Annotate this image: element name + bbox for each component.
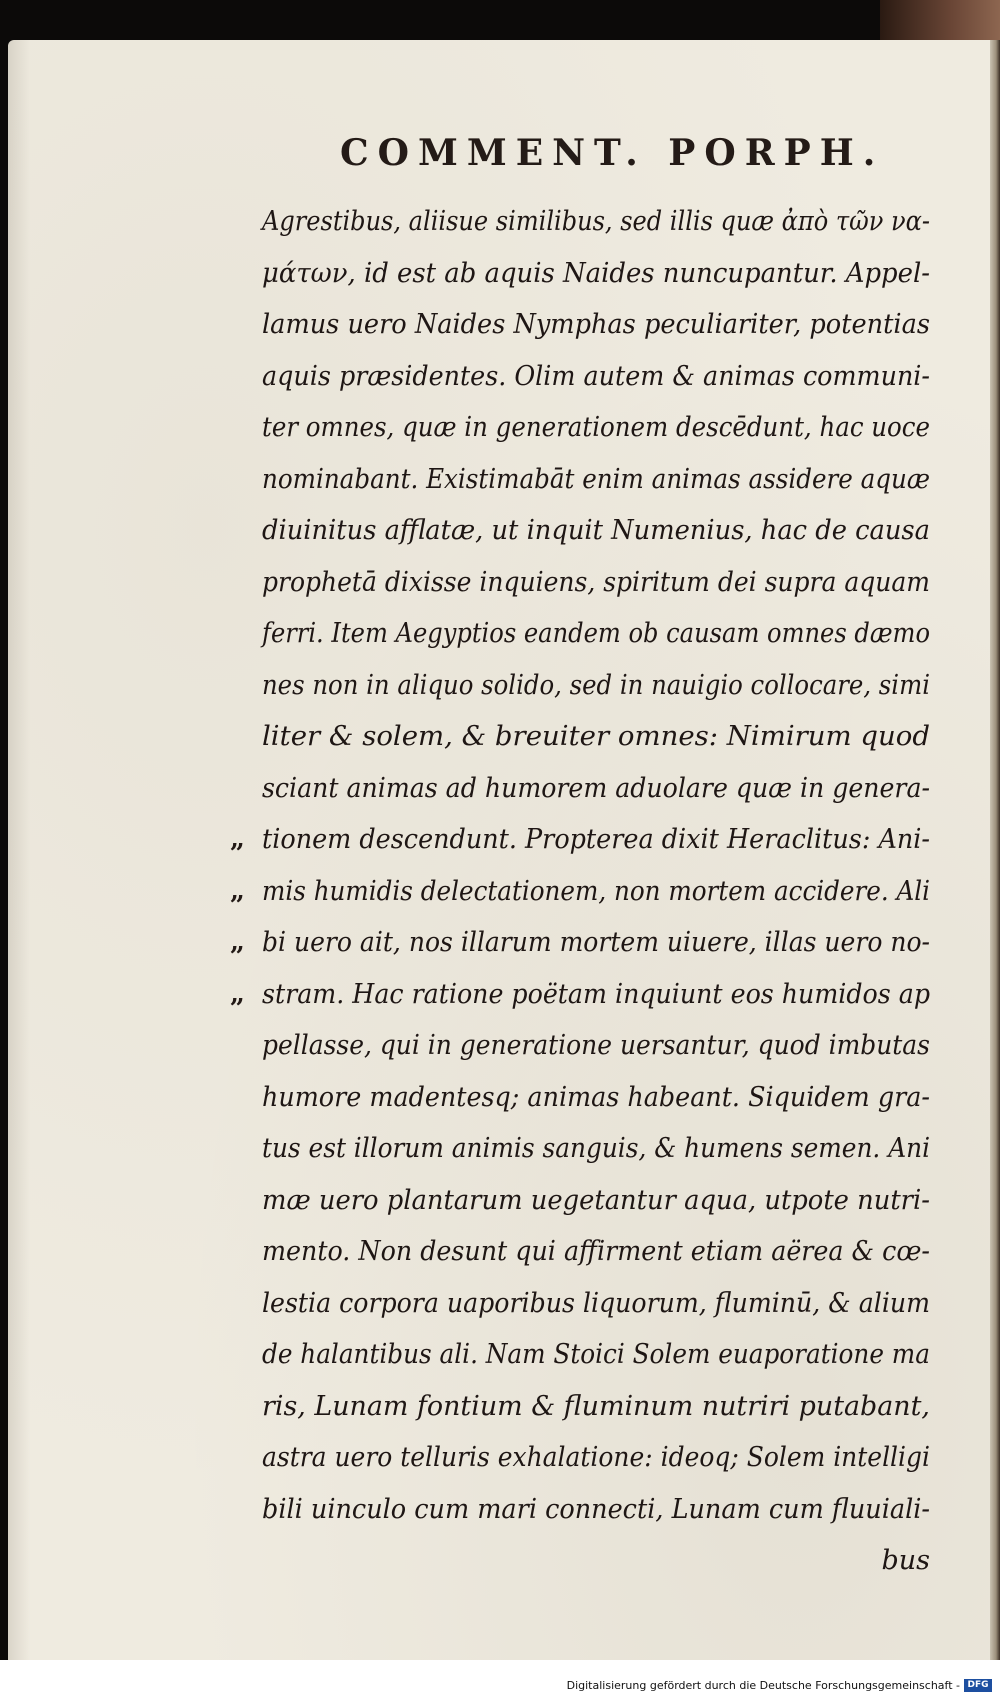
text-line [262,1226,930,1278]
line-text: aquis præsidentes. Olim autem & animas communi- [262,360,931,392]
text-line [262,1381,930,1433]
line-text: ter omnes, quæ in generationem descēdunt, hac uoce [262,412,930,443]
line-text: μάτων, id est ab aquis Naides nuncupantur. Appel- [262,257,930,289]
line-text: pellasse, qui in generatione uersantur, quod imbutas [262,1030,930,1061]
line-text: tus est illorum animis sanguis, & humens semen. Ani [262,1133,931,1164]
quotation-marker: „ [230,927,245,957]
text-line [262,505,930,557]
text-line [262,1484,930,1536]
text-line [262,299,930,351]
text-line [262,1329,930,1381]
text-line [262,1278,930,1330]
text-line [262,608,930,660]
line-text: de halantibus ali. Nam Stoici Solem euaporatione ma [262,1339,930,1370]
text-line [262,1072,930,1124]
text-line [262,1432,930,1484]
line-text: mæ uero plantarum uegetantur aqua, utpote nutri- [262,1184,930,1216]
line-text: bi uero ait, nos illarum mortem uiuere, illas uero no- [262,927,931,958]
page-edge [990,40,1000,1660]
line-text: liter & solem, & breuiter omnes: Nimirum quod [262,721,931,752]
text-line [230,917,931,969]
line-text: mis humidis delectationem, non mortem accidere. Ali [262,875,931,907]
text-block [230,196,931,1587]
line-text: bili uinculo cum mari connecti, Lunam cum fluuiali- [262,1493,931,1525]
footer-credit: Digitalisierung gefördert durch die Deutsche Forschungsgemeinschaft - [566,1679,960,1692]
text-line [262,1123,930,1175]
dfg-logo: DFG [964,1679,992,1692]
text-line [262,1175,930,1227]
line-text: mento. Non desunt qui affirment etiam aërea & cœ- [262,1236,930,1267]
line-text: humore madentesq; animas habeant. Siquidem gra- [262,1081,930,1113]
text-line [262,711,930,763]
line-text: nominabant. Existimabāt enim animas assidere aquæ [262,463,931,495]
line-text: prophetā dixisse inquiens, spiritum dei supra aquam [262,566,930,598]
line-text: ris, Lunam fontium & fluminum nutriri putabant, [262,1390,930,1422]
quotation-marker: „ [230,824,245,854]
line-text: astra uero telluris exhalatione: ideoq; Solem intelligi [262,1442,930,1473]
text-line [262,763,930,815]
line-text: tionem descendunt. Propterea dixit Heraclitus: Ani- [262,824,931,855]
text-line [262,402,930,454]
text-line [230,814,931,866]
running-head: COMMENT. PORPH. [340,132,885,174]
line-text: ferri. Item Aegyptios eandem ob causam omnes dæmo [262,618,931,649]
line-text: lamus uero Naides Nymphas peculiariter, potentias [262,309,930,340]
text-line [262,248,930,300]
quotation-marker: „ [230,875,245,906]
line-text: diuinitus afflatæ, ut inquit Numenius, hac de causa [262,515,930,546]
line-text: lestia corpora uaporibus liquorum, fluminū, & alium [262,1287,931,1319]
line-text: sciant animas ad humorem aduolare quæ in genera- [262,772,931,804]
quotation-marker: „ [230,978,245,1009]
text-line [262,557,930,609]
catchword-text: bus [881,1545,930,1576]
line-text: nes non in aliquo solido, sed in nauigio collocare, simi [262,669,930,701]
text-line [230,866,931,918]
text-line [262,1020,930,1072]
text-line [230,969,931,1021]
text-line [262,351,930,403]
text-line [262,454,930,506]
text-line [262,196,930,248]
line-text: stram. Hac ratione poëtam inquiunt eos humidos ap [262,978,931,1010]
line-text: Agrestibus, aliisue similibus, sed illis quæ ἀπὸ τῶν να- [262,206,931,237]
text-line [262,660,930,712]
catchword [262,1535,930,1587]
